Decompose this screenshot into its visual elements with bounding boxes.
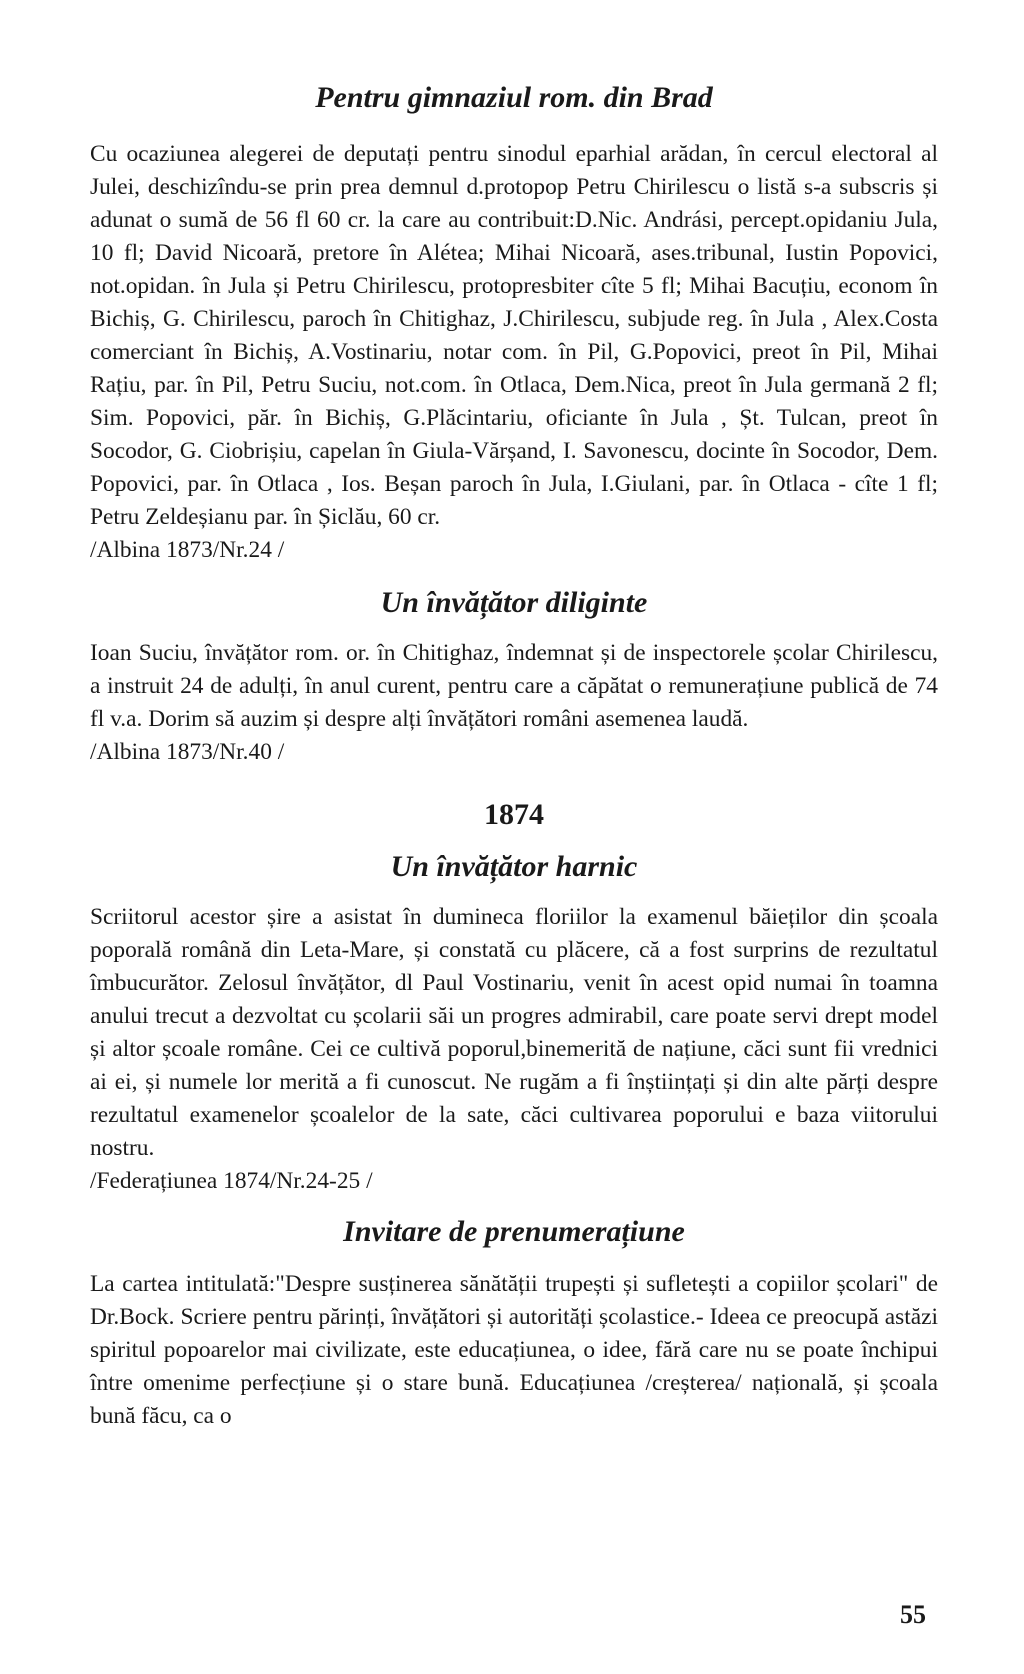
section-title-invitare-prenumeratiune: Invitare de prenumerațiune	[343, 1215, 685, 1248]
source-citation-federatiunea: /Federațiunea 1874/Nr.24-25 /	[90, 1168, 373, 1194]
paragraph-invatator-harnic: Scriitorul acestor șire a asistat în dumineca floriilor la examenul băieților din școala poporală română din Leta-Mare, și constată cu plăcere, că a fost surprins de rezultatul îmbucurător. Zelosul învățător, dl Paul Vostinariu, venit în acest opid numai în toamna anului trecut a dezvoltat cu școlarii săi un progres admirabil, care poate servi drept model și altor școale române. Cei ce cultivă poporul,binemerită de națiune, căci sunt fii vrednici ai ei, și numele lor merită a fi cunoscut. Ne rugăm a fi înștiințați și din alte părți despre rezultatul examenelor școalelor de la sate, căci cultivarea poporului e baza viitorului nostru.	[90, 904, 938, 1161]
section-title-gimnaziul-brad: Pentru gimnaziul rom. din Brad	[315, 81, 713, 114]
page-number: 55	[900, 1600, 926, 1629]
paragraph-gimnaziul-brad: Cu ocaziunea alegerei de deputați pentru sinodul eparhial arădan, în cercul electoral al Julei, deschizîndu-se prin prea demnul d.protopop Petru Chirilescu o listă s-a subscris și adunat o sumă de 56 fl 60 cr. la care au contribuit:D.Nic. Andrási, percept.opidaniu Jula, 10 fl; David Nicoară, pretore în Alétea; Mihai Nicoară, ases.tribunal, Iustin Popovici, not.opidan. în Jula și Petru Chirilescu, protopresbiter cîte 5 fl; Mihai Bacuțiu, econom în Bichiș, G. Chirilescu, paroch în Chitighaz, J.Chirilescu, subjude reg. în Jula , Alex.Costa comerciant în Bichiș, A.Vostinariu, notar com. în Pil, G.Popovici, preot în Pil, Mihai Rațiu, par. în Pil, Petru Suciu, not.com. în Otlaca, Dem.Nica, preot în Jula germană 2 fl; Sim. Popovici, păr. în Bichiș, G.Plăcintariu, oficiante în Jula , Șt. Tulcan, preot în Socodor, G. Ciobrișiu, capelan în Giula-Vărșand, I. Savonescu, docinte în Socodor, Dem. Popovici, par. în Otlaca , Ios. Beșan paroch în Jula, I.Giulani, par. în Otlaca - cîte 1 fl; Petru Zeldeșianu par. în Șiclău, 60 cr.	[90, 141, 938, 530]
source-citation-albina-40: /Albina 1873/Nr.40 /	[90, 739, 285, 765]
year-heading: 1874	[484, 798, 544, 831]
paragraph-invatator-diliginte: Ioan Suciu, învățător rom. or. în Chitighaz, îndemnat și de inspectorele școlar Chirilescu, a instruit 24 de adulți, în anul curent, pentru care a căpătat o remunerațiune publică de 74 fl v.a. Dorim să auzim și despre alți învățători români asemenea laudă.	[90, 640, 938, 732]
source-citation-albina-24: /Albina 1873/Nr.24 /	[90, 537, 285, 563]
paragraph-invitare-prenumeratiune: La cartea intitulată:"Despre susținerea sănătății trupești și sufletești a copiilor școlari" de Dr.Bock. Scriere pentru părinți, învățători și autorități școlastice.- Ideea ce preocupă astăzi spiritul popoarelor mai civilizate, este educațiunea, o idee, fără care nu se poate închipui între omenime perfecțiune și o stare bună. Educațiunea /creșterea/ națională, și școala bună făcu, ca o	[90, 1271, 938, 1429]
section-title-invatator-diliginte: Un învățător diliginte	[380, 586, 648, 619]
section-title-invatator-harnic: Un învățător harnic	[390, 850, 638, 883]
